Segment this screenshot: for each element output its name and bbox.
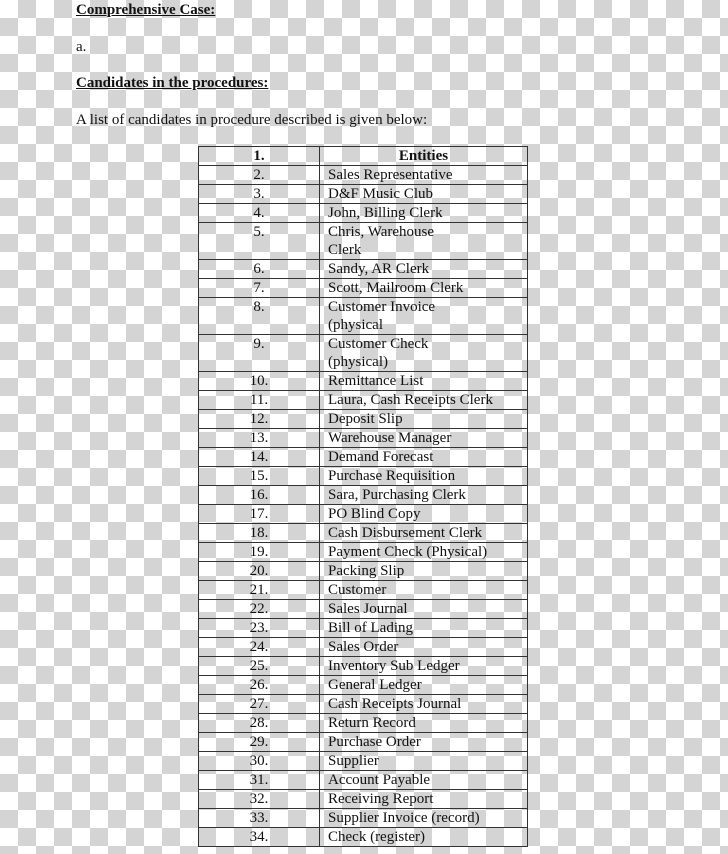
table-row — [199, 260, 528, 279]
item-label: a. — [76, 39, 87, 55]
row-number: 5. — [199, 223, 320, 260]
row-number: 3. — [199, 185, 320, 204]
table-row — [199, 204, 528, 223]
table-row — [199, 279, 528, 298]
row-number: 16. — [199, 486, 320, 505]
row-entity: Check (register) — [320, 828, 528, 847]
row-entity: Deposit Slip — [320, 410, 528, 429]
row-entity: Laura, Cash Receipts Clerk — [320, 391, 528, 410]
table-row — [199, 581, 528, 600]
row-number: 15. — [199, 467, 320, 486]
table-row — [199, 429, 528, 448]
table-row — [199, 524, 528, 543]
table-row — [199, 562, 528, 581]
table-row — [199, 714, 528, 733]
row-entity: Demand Forecast — [320, 448, 528, 467]
row-number: 13. — [199, 429, 320, 448]
row-number: 7. — [199, 279, 320, 298]
row-entity: Bill of Lading — [320, 619, 528, 638]
row-number: 32. — [199, 790, 320, 809]
row-entity: John, Billing Clerk — [320, 204, 528, 223]
table-row — [199, 638, 528, 657]
table-row — [199, 657, 528, 676]
table-row — [199, 676, 528, 695]
row-number: 24. — [199, 638, 320, 657]
row-entity: Packing Slip — [320, 562, 528, 581]
row-entity: Cash Disbursement Clerk — [320, 524, 528, 543]
row-entity: Sales Order — [320, 638, 528, 657]
table-row — [199, 543, 528, 562]
row-entity: Account Payable — [320, 771, 528, 790]
row-number: 9. — [199, 335, 320, 372]
table-row — [199, 391, 528, 410]
row-entity: Cash Receipts Journal — [320, 695, 528, 714]
table-row — [199, 223, 528, 260]
table-row — [199, 467, 528, 486]
table-row — [199, 752, 528, 771]
table-row — [199, 790, 528, 809]
row-number: 21. — [199, 581, 320, 600]
row-number: 6. — [199, 260, 320, 279]
row-number: 11. — [199, 391, 320, 410]
row-number: 30. — [199, 752, 320, 771]
row-number: 34. — [199, 828, 320, 847]
table-row — [199, 166, 528, 185]
row-number: 33. — [199, 809, 320, 828]
row-entity: Supplier Invoice (record) — [320, 809, 528, 828]
row-number: 27. — [199, 695, 320, 714]
row-number: 26. — [199, 676, 320, 695]
row-entity: Warehouse Manager — [320, 429, 528, 448]
row-number: 10. — [199, 372, 320, 391]
row-entity: Sales Representative — [320, 166, 528, 185]
row-number: 20. — [199, 562, 320, 581]
row-number: 2. — [199, 166, 320, 185]
row-number: 19. — [199, 543, 320, 562]
row-entity: Customer Check (physical) — [320, 335, 528, 372]
table-row — [199, 410, 528, 429]
table-row — [199, 372, 528, 391]
column-header-entities: Entities — [320, 147, 528, 166]
row-number: 29. — [199, 733, 320, 752]
table-row — [199, 828, 528, 847]
row-entity: Purchase Requisition — [320, 467, 528, 486]
row-entity: General Ledger — [320, 676, 528, 695]
row-number: 28. — [199, 714, 320, 733]
row-entity: Inventory Sub Ledger — [320, 657, 528, 676]
table-body — [199, 166, 528, 847]
table-row — [199, 771, 528, 790]
row-entity: Customer — [320, 581, 528, 600]
candidates-heading: Candidates in the procedures: — [76, 75, 269, 91]
row-entity: Remittance List — [320, 372, 528, 391]
entities-table — [198, 146, 528, 847]
row-entity: PO Blind Copy — [320, 505, 528, 524]
row-entity: Customer Invoice (physical — [320, 298, 528, 335]
intro-text: A list of candidates in procedure described is given below: — [76, 112, 428, 128]
row-number: 18. — [199, 524, 320, 543]
row-entity: Supplier — [320, 752, 528, 771]
row-number: 17. — [199, 505, 320, 524]
table-row — [199, 448, 528, 467]
table-row — [199, 335, 528, 372]
row-number: 14. — [199, 448, 320, 467]
table-row — [199, 809, 528, 828]
row-entity: Chris, Warehouse Clerk — [320, 223, 528, 260]
row-number: 4. — [199, 204, 320, 223]
row-entity: Sandy, AR Clerk — [320, 260, 528, 279]
table-row — [199, 298, 528, 335]
row-entity: Receiving Report — [320, 790, 528, 809]
table-row — [199, 600, 528, 619]
row-number: 8. — [199, 298, 320, 335]
row-entity: Scott, Mailroom Clerk — [320, 279, 528, 298]
row-number: 12. — [199, 410, 320, 429]
table-row — [199, 185, 528, 204]
table-row — [199, 505, 528, 524]
table-row — [199, 695, 528, 714]
column-header-number: 1. — [199, 147, 320, 166]
table-row — [199, 486, 528, 505]
row-entity: Sara, Purchasing Clerk — [320, 486, 528, 505]
row-entity: Payment Check (Physical) — [320, 543, 528, 562]
row-number: 25. — [199, 657, 320, 676]
row-number: 22. — [199, 600, 320, 619]
table-row — [199, 733, 528, 752]
table-row — [199, 619, 528, 638]
row-entity: Return Record — [320, 714, 528, 733]
table-header-row — [199, 147, 528, 166]
row-number: 23. — [199, 619, 320, 638]
row-number: 31. — [199, 771, 320, 790]
row-entity: Sales Journal — [320, 600, 528, 619]
row-entity: Purchase Order — [320, 733, 528, 752]
case-heading: Comprehensive Case: — [76, 2, 216, 18]
row-entity: D&F Music Club — [320, 185, 528, 204]
